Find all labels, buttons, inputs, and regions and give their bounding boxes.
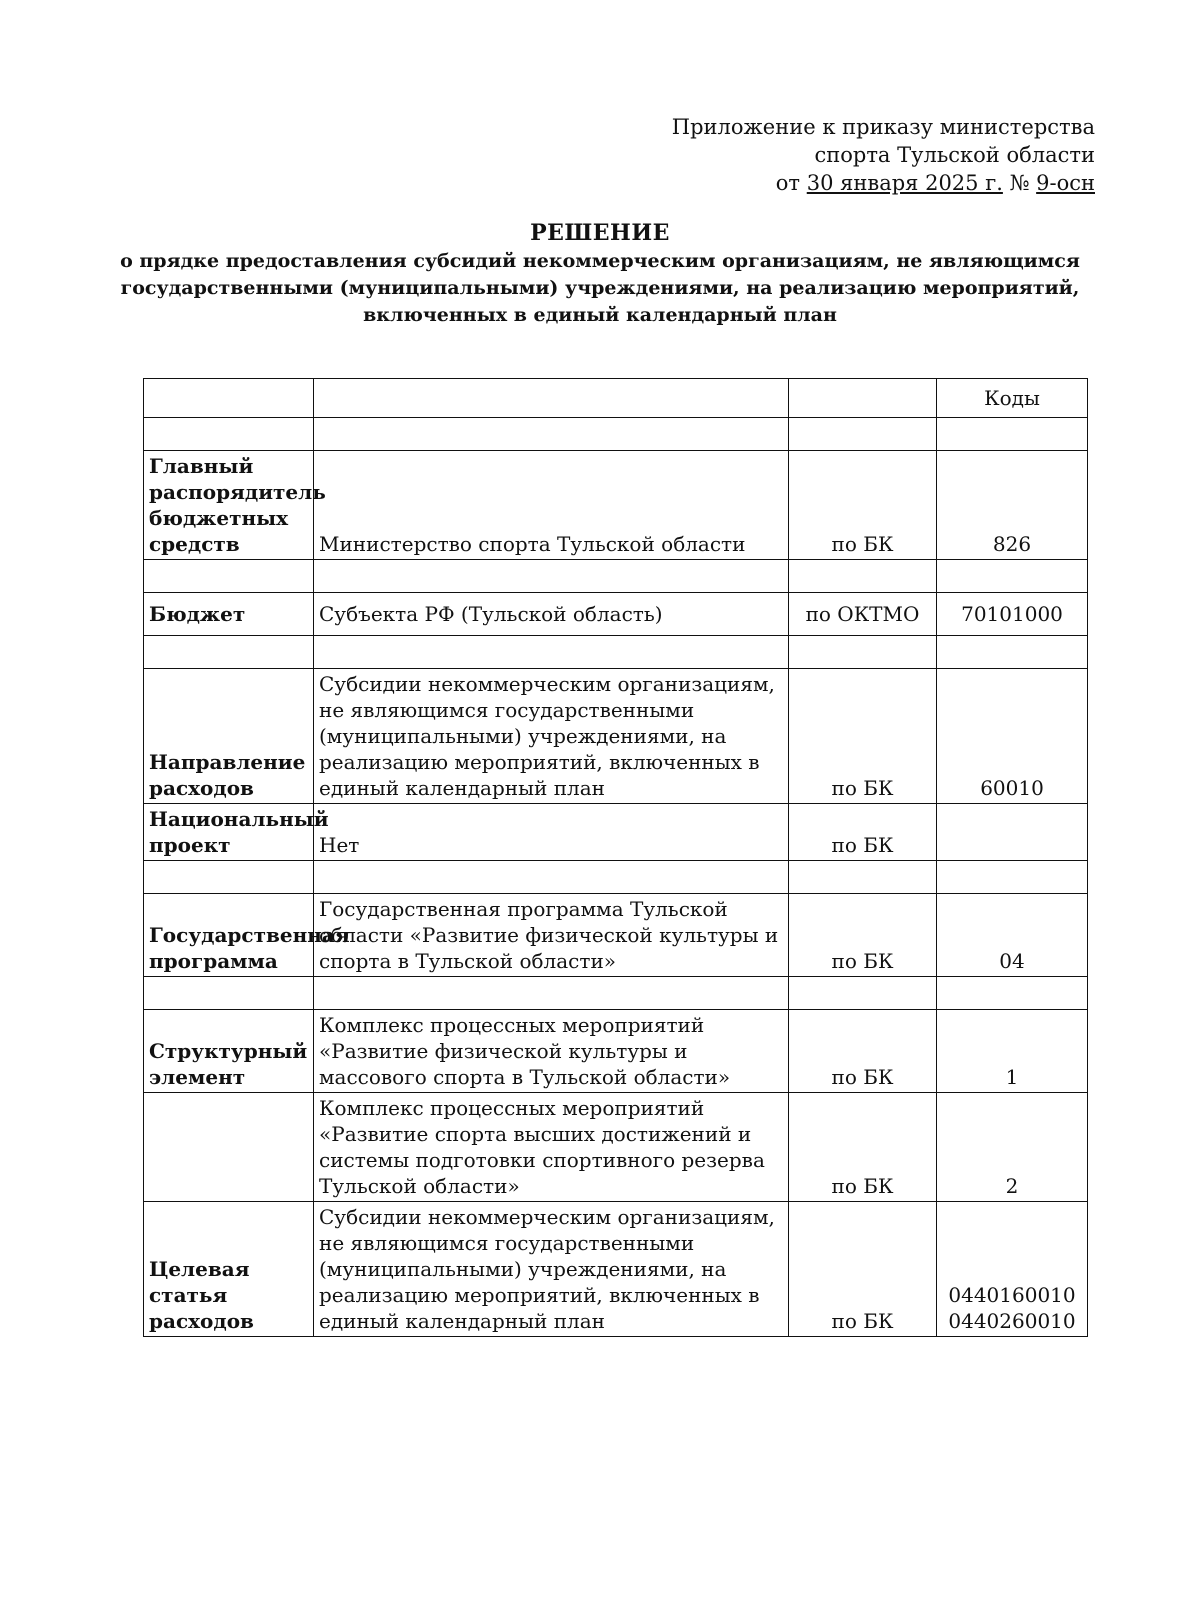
row-code — [937, 804, 1088, 861]
row-classifier: по БК — [789, 1202, 937, 1337]
row-label: Национальный проект — [144, 804, 314, 861]
title-main: РЕШЕНИЕ — [530, 220, 670, 246]
row-value: Субсидии некоммерческим организациям, не являющимся государственными (муниципальными) учреждениями, на реализацию мероприятий, включенных в единый календарный план — [314, 669, 789, 804]
row-classifier: по БК — [789, 804, 937, 861]
row-code: 1 — [937, 1010, 1088, 1093]
table-row — [144, 804, 1088, 861]
appendix-header — [672, 113, 1095, 197]
row-classifier: по БК — [789, 894, 937, 977]
codes-header: Коды — [937, 379, 1088, 418]
appendix-number-prefix: № — [1009, 171, 1030, 195]
spacer-row — [144, 636, 1088, 669]
row-classifier: по ОКТМО — [789, 593, 937, 636]
table-row — [144, 1010, 1088, 1093]
appendix-line-3 — [672, 169, 1095, 197]
title-line-3: включенных в единый календарный план — [363, 304, 837, 326]
table-cell — [144, 379, 314, 418]
row-value: Субъекта РФ (Тульской область) — [314, 593, 789, 636]
row-value: Комплекс процессных мероприятий «Развитие физической культуры и массового спорта в Тульской области» — [314, 1010, 789, 1093]
table-header-row — [144, 379, 1088, 418]
table-row — [144, 593, 1088, 636]
table-row — [144, 894, 1088, 977]
spacer-row — [144, 560, 1088, 593]
row-classifier: по БК — [789, 1093, 937, 1202]
row-label: Государственная программа — [144, 894, 314, 977]
row-label: Бюджет — [144, 593, 314, 636]
row-classifier: по БК — [789, 669, 937, 804]
spacer-row — [144, 977, 1088, 1010]
table-cell — [314, 379, 789, 418]
appendix-date-prefix: от — [775, 171, 801, 195]
row-label: Главный распорядитель бюджетных средств — [144, 451, 314, 560]
row-code — [937, 1202, 1088, 1337]
row-value: Государственная программа Тульской области «Развитие физической культуры и спорта в Тульской области» — [314, 894, 789, 977]
row-label: Целевая статья расходов — [144, 1202, 314, 1337]
spacer-row — [144, 861, 1088, 894]
row-code: 60010 — [937, 669, 1088, 804]
title-line-1: о прядке предоставления субсидий некоммерческим организациям, не являющимся — [120, 250, 1080, 272]
table-row — [144, 1093, 1088, 1202]
row-classifier: по БК — [789, 1010, 937, 1093]
row-label — [144, 1093, 314, 1202]
row-value: Министерство спорта Тульской области — [314, 451, 789, 560]
row-code: 826 — [937, 451, 1088, 560]
table-row — [144, 669, 1088, 804]
codes-table — [143, 378, 1088, 1337]
document-title — [100, 218, 1100, 329]
row-code-line-2: 0440260010 — [948, 1309, 1076, 1333]
row-label: Структурный элемент — [144, 1010, 314, 1093]
table-row — [144, 451, 1088, 560]
row-code: 70101000 — [937, 593, 1088, 636]
row-code-line-1: 0440160010 — [948, 1283, 1076, 1307]
spacer-row — [144, 418, 1088, 451]
table-cell — [789, 379, 937, 418]
appendix-number: 9-осн — [1036, 171, 1095, 195]
table-row — [144, 1202, 1088, 1337]
row-value: Субсидии некоммерческим организациям, не являющимся государственными (муниципальными) учреждениями, на реализацию мероприятий, включенных в единый календарный план — [314, 1202, 789, 1337]
appendix-date: 30 января 2025 г. — [806, 171, 1003, 195]
title-line-2: государственными (муниципальными) учреждениями, на реализацию мероприятий, — [120, 277, 1080, 299]
appendix-line-2: спорта Тульской области — [814, 143, 1095, 167]
row-code: 2 — [937, 1093, 1088, 1202]
row-label: Направление расходов — [144, 669, 314, 804]
row-code: 04 — [937, 894, 1088, 977]
appendix-line-1: Приложение к приказу министерства — [671, 115, 1095, 139]
row-value: Комплекс процессных мероприятий «Развитие спорта высших достижений и системы подготовки спортивного резерва Тульской области» — [314, 1093, 789, 1202]
row-classifier: по БК — [789, 451, 937, 560]
row-value: Нет — [314, 804, 789, 861]
